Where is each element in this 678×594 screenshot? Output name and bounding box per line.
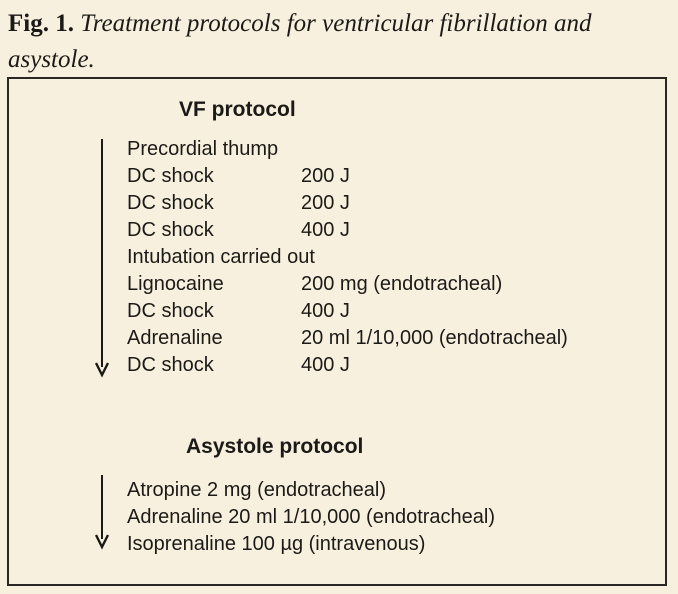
- asystole-protocol-heading: Asystole protocol: [186, 435, 364, 458]
- asystole-step: Isoprenaline 100 µg (intravenous): [127, 533, 426, 555]
- asystole-sequence-arrow-icon: [95, 475, 109, 551]
- vf-sequence-arrow-icon: [95, 139, 109, 379]
- vf-step-dose: 20 ml 1/10,000 (endotracheal): [301, 327, 568, 349]
- asystole-step: Atropine 2 mg (endotracheal): [127, 479, 387, 501]
- vf-step-item: Precordial thump: [127, 138, 279, 160]
- vf-step-item: DC shock: [127, 300, 214, 322]
- vf-step-dose: 200 mg (endotracheal): [301, 273, 503, 295]
- vf-step-item: Intubation carried out: [127, 246, 315, 268]
- vf-step-dose: 200 J: [301, 192, 350, 214]
- vf-step-dose: 400 J: [301, 219, 350, 241]
- vf-step-item: DC shock: [127, 219, 214, 241]
- figure-title: Treatment protocols for ventricular fibrillation and asystole.: [8, 10, 592, 73]
- vf-step-item: DC shock: [127, 165, 214, 187]
- vf-step-item: Adrenaline: [127, 327, 223, 349]
- vf-protocol-heading: VF protocol: [179, 98, 296, 121]
- asystole-step: Adrenaline 20 ml 1/10,000 (endotracheal): [127, 506, 496, 528]
- vf-step-item: DC shock: [127, 192, 214, 214]
- vf-step-dose: 400 J: [301, 300, 350, 322]
- vf-step-item: DC shock: [127, 354, 214, 376]
- figure-label: Fig. 1.: [8, 10, 74, 37]
- protocol-panel: [7, 77, 667, 586]
- vf-step-item: Lignocaine: [127, 273, 224, 295]
- vf-step-dose: 400 J: [301, 354, 350, 376]
- vf-step-dose: 200 J: [301, 165, 350, 187]
- figure-caption: [8, 6, 672, 78]
